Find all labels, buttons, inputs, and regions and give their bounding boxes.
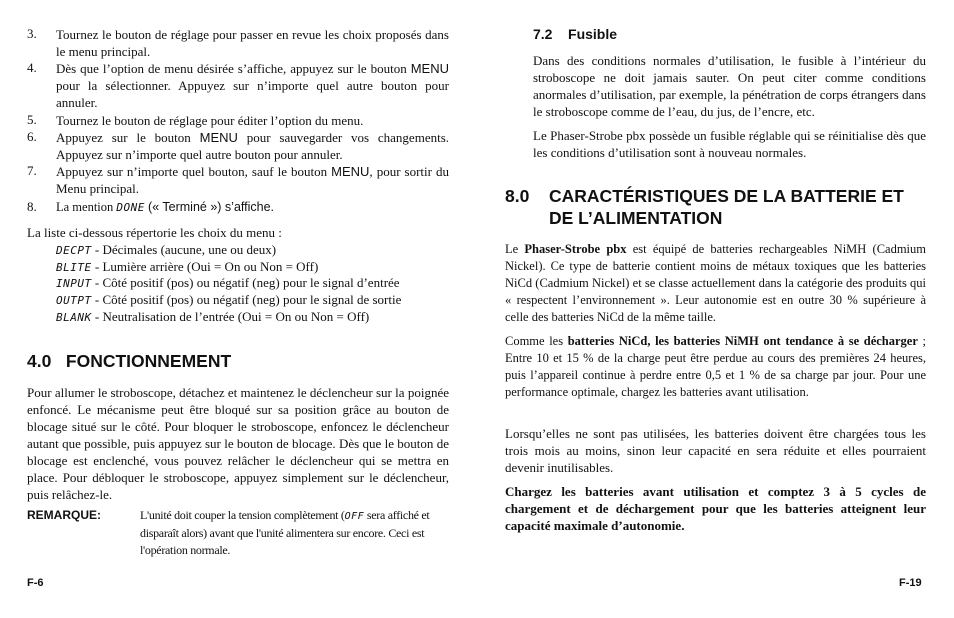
step-number: 5. <box>27 112 37 127</box>
step-text <box>56 60 449 111</box>
remark-text-part: L'unité doit couper la tension complètement ( <box>140 508 345 522</box>
section-number-8: 8.0 <box>505 186 530 206</box>
step-text-part: pour sauvegarder vos changements. Appuyez sur n’importe quel autre bouton pour annuler. <box>56 130 450 162</box>
step-text-part: pour la sélectionner. Appuyez sur n’importe quel autre bouton pour annuler. <box>56 78 449 110</box>
step-number: 4. <box>27 60 37 75</box>
option-desc: - Neutralisation de l’entrée (Oui = On ou Non = Off) <box>94 309 370 324</box>
step-number: 8. <box>27 199 37 214</box>
fuse-paragraph-1: Dans des conditions normales d’utilisation, le fusible à l’intérieur du stroboscope ne doit jamais sauter. On peut citer comme conditions anormales d’utilisation, par exemple, la pénétration de corps étrangers dans le stroboscope comme de l’eau, du jus, de l’encre, etc. <box>533 53 926 119</box>
option-desc: - Côté positif (pos) ou négatif (neg) pour le signal de sortie <box>94 292 402 307</box>
paragraph-part: Comme les <box>505 334 568 348</box>
lcd-off: OFF <box>344 511 365 522</box>
step-text-part: Appuyez sur le bouton <box>56 130 191 145</box>
options-intro: La liste ci-dessous répertorie les choix du menu : <box>27 225 282 240</box>
step-text <box>56 163 449 197</box>
battery-paragraph-2 <box>505 333 926 401</box>
menu-key-label: MENU <box>331 164 370 179</box>
option-code: BLITE <box>56 261 92 274</box>
step-text-part: Dès que l’option de menu désirée s’affiche, appuyez sur le bouton <box>56 61 407 76</box>
option-outpt <box>56 291 401 309</box>
option-code: INPUT <box>56 277 92 290</box>
step-number: 6. <box>27 129 37 144</box>
step-text-part: La mention <box>56 200 114 214</box>
option-code: OUTPT <box>56 294 92 307</box>
lcd-done: DONE <box>116 201 145 214</box>
menu-key-label: MENU <box>410 61 449 76</box>
subsection-heading-7-2: 7.2 Fusible <box>533 26 618 42</box>
battery-paragraph-3: Lorsqu’elles ne sont pas utilisées, les batteries doivent être chargées tous les trois mois au moins, sinon leur capacité en sera réduite et elles pourraient devenir inutilisables. <box>505 426 926 475</box>
option-decpt <box>56 241 276 259</box>
paragraph-part: ; Entre 10 et 15 % de la charge peut être perdue au cours des premières 24 heures, puis l’appareil continue à perdre entre 0,5 et 1 % de sa charge par jour. Pour une performance optimale, chargez les batteries avant utilisation. <box>505 334 926 399</box>
section-4-body: Pour allumer le stroboscope, détachez et maintenez le déclencheur sur la poignée enfoncé. Le mécanisme peut être bloqué sur sa position grâce au bouton de blocage situé sur le côté. Pour bloquer le stroboscope, enfoncez le déclencheur autant que possible, puis appuyez sur le bouton de blocage. Dès que le bouton de blocage est enclenché, vous pouvez relâcher le déclencheur qui se mettra en place. Pour débloquer le stroboscope, appuyez simplement sur le déclencheur, puis relâchez-le. <box>27 385 449 502</box>
step-number: 7. <box>27 163 37 178</box>
section-title-8: CARACTÉRISTIQUES DE LA BATTERIE ET DE L’ALIMENTATION <box>549 186 904 228</box>
fuse-paragraph-2: Le Phaser-Strobe pbx possède un fusible réglable qui se réinitialise dès que les conditions d’utilisation sont à nouveau normales. <box>533 128 926 160</box>
step-text: Tournez le bouton de réglage pour passer en revue les choix proposés dans le menu principal. <box>56 27 449 59</box>
step-number: 3. <box>27 26 37 41</box>
option-desc: - Décimales (aucune, une ou deux) <box>94 242 277 257</box>
menu-key-label: MENU <box>199 130 238 145</box>
option-desc: - Lumière arrière (Oui = On ou Non = Off) <box>94 259 319 274</box>
step-text-part: Appuyez sur n’importe quel bouton, sauf le bouton <box>56 164 328 179</box>
paragraph-part: est équipé de batteries rechargeables NiMH (Cadmium Nickel). Ce type de batterie contient moins de métaux toxiques que les batteries NiCd (Cadmium Nickel) et se classe actuellement dans la catégorie des produits qui « respectent l’environnement ». Leur autonomie est en outre 30 % supérieure à celle des batteries NiCd de la même taille. <box>505 242 927 324</box>
battery-paragraph-4: Chargez les batteries avant utilisation et comptez 3 à 5 cycles de chargement et de déchargement pour que les batteries atteignent leur capacité maximale d’autonomie. <box>505 484 926 533</box>
page-number-left: F-6 <box>27 577 44 589</box>
battery-paragraph-1 <box>505 241 926 326</box>
step-text <box>56 199 449 216</box>
remark-label: REMARQUE: <box>27 508 102 522</box>
option-input <box>56 274 400 292</box>
bold-phrase: batteries NiCd, les batteries NiMH ont tendance à se décharger <box>567 334 918 348</box>
option-code: DECPT <box>56 244 92 257</box>
step-text-part: (« Terminé ») s’affiche. <box>148 200 275 214</box>
product-name: Phaser-Strobe pbx <box>524 242 627 256</box>
step-text: Tournez le bouton de réglage pour éditer l’option du menu. <box>56 113 364 128</box>
page-number-right: F-19 <box>899 577 922 589</box>
option-blank <box>56 308 369 326</box>
step-text <box>56 129 449 163</box>
option-code: BLANK <box>56 311 92 324</box>
step-text-part: , pour sortir du Menu principal. <box>56 164 449 196</box>
option-desc: - Côté positif (pos) ou négatif (neg) pour le signal d’entrée <box>94 275 400 290</box>
remark-text-part: sera affiché et disparaît alors) avant que l'unité alimentera sur encore. Ceci est l'opération normale. <box>140 508 430 557</box>
section-heading-4: 4.0 FONCTIONNEMENT <box>27 351 232 371</box>
paragraph-part: Le <box>505 242 525 256</box>
remark-text <box>140 507 449 559</box>
